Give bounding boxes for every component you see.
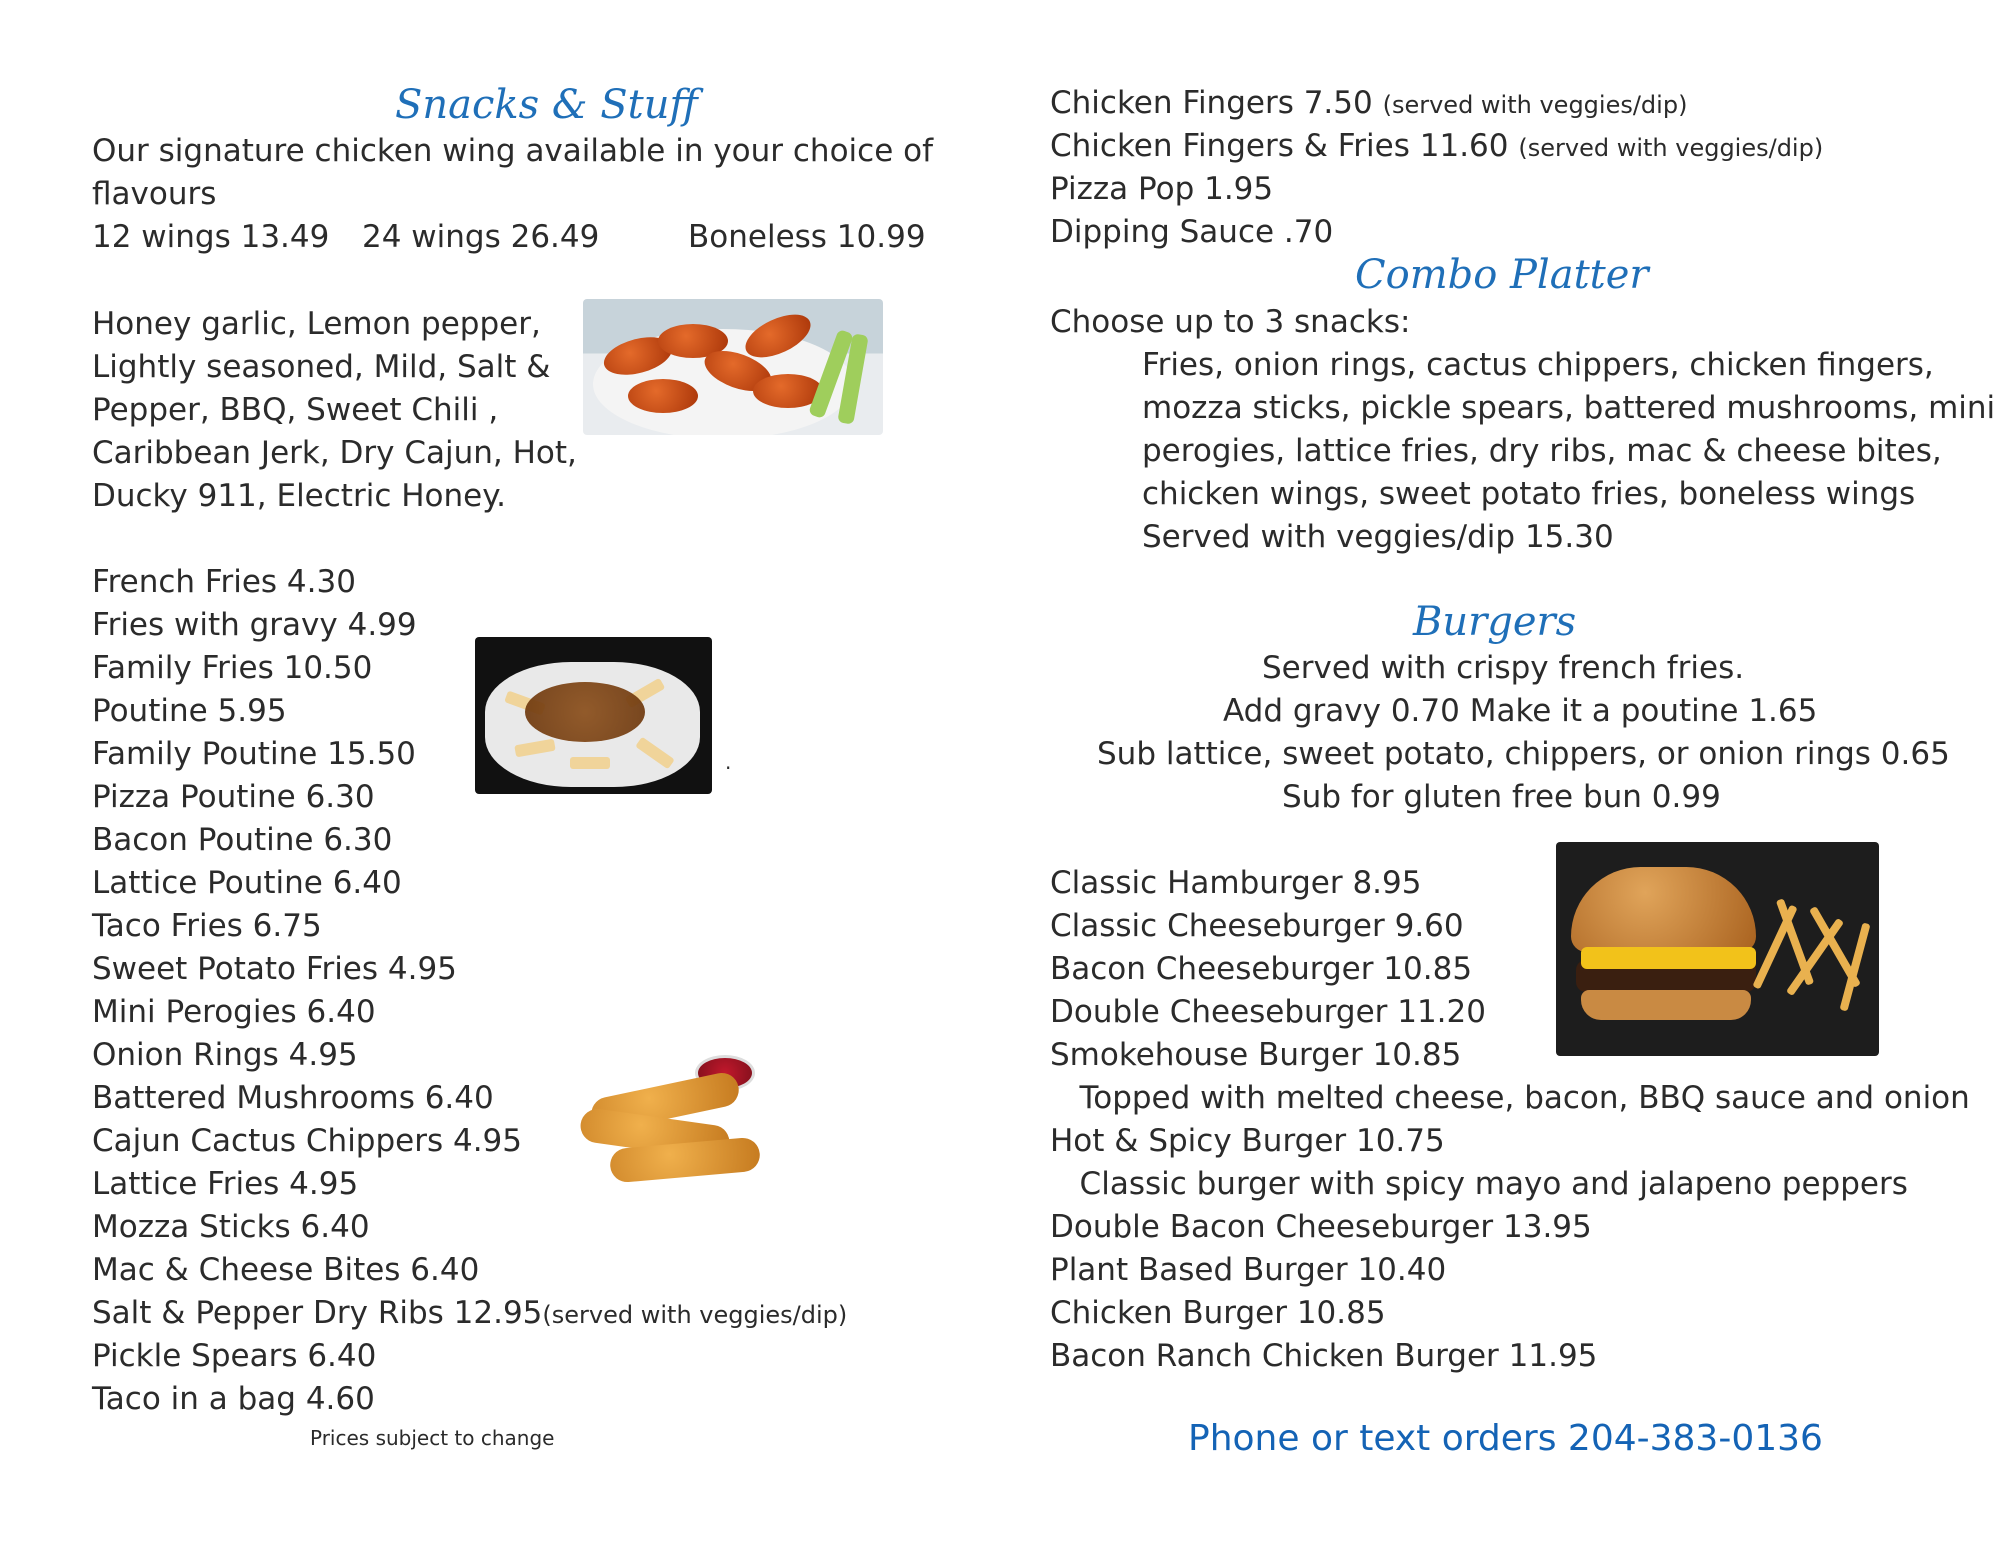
dry-ribs-item: Salt & Pepper Dry Ribs 12.95	[92, 1295, 543, 1331]
burger-item: Double Cheeseburger 11.20	[1050, 994, 1486, 1030]
menu-item: Bacon Poutine 6.30	[92, 822, 393, 858]
menu-item: Lattice Poutine 6.40	[92, 865, 402, 901]
menu-item: Family Fries 10.50	[92, 650, 373, 686]
menu-item: Mozza Sticks 6.40	[92, 1209, 370, 1245]
menu-item	[1050, 128, 1824, 164]
menu-item: Dipping Sauce .70	[1050, 214, 1334, 250]
menu-item: Sweet Potato Fries 4.95	[92, 951, 457, 987]
wings-24-price: 24 wings 26.49	[362, 219, 600, 255]
boneless-price: Boneless 10.99	[688, 219, 926, 255]
flavour-line: Honey garlic, Lemon pepper,	[92, 306, 541, 342]
flavour-line: Ducky 911, Electric Honey.	[92, 478, 506, 514]
burger-note: Add gravy 0.70 Make it a poutine 1.65	[1223, 693, 1818, 729]
burger-item: Double Bacon Cheeseburger 13.95	[1050, 1209, 1592, 1245]
burger-item: Bacon Cheeseburger 10.85	[1050, 951, 1473, 987]
prices-note: Prices subject to change	[310, 1426, 555, 1450]
dry-ribs-note: (served with veggies/dip)	[542, 1301, 848, 1329]
menu-item	[1050, 85, 1688, 121]
cheese	[1581, 947, 1756, 969]
burger-item: Hot & Spicy Burger 10.75	[1050, 1123, 1445, 1159]
menu-item: Fries with gravy 4.99	[92, 607, 417, 643]
menu-item: Cajun Cactus Chippers 4.95	[92, 1123, 523, 1159]
menu-item: Mac & Cheese Bites 6.40	[92, 1252, 480, 1288]
menu-item: Pizza Pop 1.95	[1050, 171, 1274, 207]
menu-item: Onion Rings 4.95	[92, 1037, 358, 1073]
menu-item: French Fries 4.30	[92, 564, 356, 600]
flavour-line: Pepper, BBQ, Sweet Chili ,	[92, 392, 499, 428]
burger-item: Chicken Burger 10.85	[1050, 1295, 1386, 1331]
burger-note: Sub for gluten free bun 0.99	[1282, 779, 1721, 815]
burger-item: Smokehouse Burger 10.85	[1050, 1037, 1462, 1073]
menu-item: Pickle Spears 6.40	[92, 1338, 377, 1374]
chicken-fingers-item: Chicken Fingers 7.50	[1050, 85, 1383, 121]
combo-heading: Combo Platter	[1355, 252, 1649, 298]
menu-item: Taco Fries 6.75	[92, 908, 322, 944]
burger-photo	[1556, 842, 1879, 1056]
wing	[628, 379, 698, 413]
menu-item: Battered Mushrooms 6.40	[92, 1080, 494, 1116]
combo-line: mozza sticks, pickle spears, battered mushrooms, mini	[1142, 390, 1996, 426]
burger-note: Sub lattice, sweet potato, chippers, or onion rings 0.65	[1097, 736, 1950, 772]
combo-intro: Choose up to 3 snacks:	[1050, 304, 1411, 340]
menu-item: Taco in a bag 4.60	[92, 1381, 375, 1417]
wings-intro-cont: flavours	[92, 176, 217, 212]
burger-description: Classic burger with spicy mayo and jalapeno peppers	[1050, 1166, 1908, 1202]
fry	[570, 757, 610, 769]
bun-top	[1571, 867, 1756, 952]
burger-item: Classic Cheeseburger 9.60	[1050, 908, 1464, 944]
fry	[1752, 905, 1797, 990]
burger-item: Bacon Ranch Chicken Burger 11.95	[1050, 1338, 1598, 1374]
flavour-line: Caribbean Jerk, Dry Cajun, Hot,	[92, 435, 577, 471]
burgers-heading: Burgers	[1413, 599, 1577, 645]
chicken-fingers-fries-item: Chicken Fingers & Fries 11.60	[1050, 128, 1519, 164]
menu-item	[92, 1295, 848, 1331]
menu-item: Lattice Fries 4.95	[92, 1166, 359, 1202]
chicken-fingers-note: (served with veggies/dip)	[1382, 91, 1688, 119]
menu-item: Mini Perogies 6.40	[92, 994, 376, 1030]
snacks-heading: Snacks & Stuff	[395, 82, 698, 128]
wings-12-price: 12 wings 13.49	[92, 219, 330, 255]
combo-price-line: Served with veggies/dip 15.30	[1142, 519, 1614, 555]
stray-dot: .	[725, 750, 732, 774]
bun-bottom	[1581, 990, 1751, 1020]
menu-item: Poutine 5.95	[92, 693, 287, 729]
flavour-line: Lightly seasoned, Mild, Salt &	[92, 349, 551, 385]
poutine-photo	[475, 637, 712, 794]
gravy	[525, 682, 645, 742]
mozza-sticks-photo	[565, 1055, 785, 1185]
combo-line: Fries, onion rings, cactus chippers, chicken fingers,	[1142, 347, 1934, 383]
phone-orders: Phone or text orders 204-383-0136	[1188, 1418, 1823, 1459]
burger-description: Topped with melted cheese, bacon, BBQ sauce and onion	[1050, 1080, 1970, 1116]
burger-item: Plant Based Burger 10.40	[1050, 1252, 1447, 1288]
combo-line: perogies, lattice fries, dry ribs, mac & cheese bites,	[1142, 433, 1942, 469]
combo-line: chicken wings, sweet potato fries, boneless wings	[1142, 476, 1916, 512]
menu-item: Family Poutine 15.50	[92, 736, 416, 772]
chicken-wings-photo	[583, 299, 883, 435]
burger-note: Served with crispy french fries.	[1262, 650, 1745, 686]
menu-item: Pizza Poutine 6.30	[92, 779, 375, 815]
chicken-fingers-fries-note: (served with veggies/dip)	[1518, 134, 1824, 162]
burger-item: Classic Hamburger 8.95	[1050, 865, 1422, 901]
wings-intro: Our signature chicken wing available in your choice of	[92, 133, 934, 169]
